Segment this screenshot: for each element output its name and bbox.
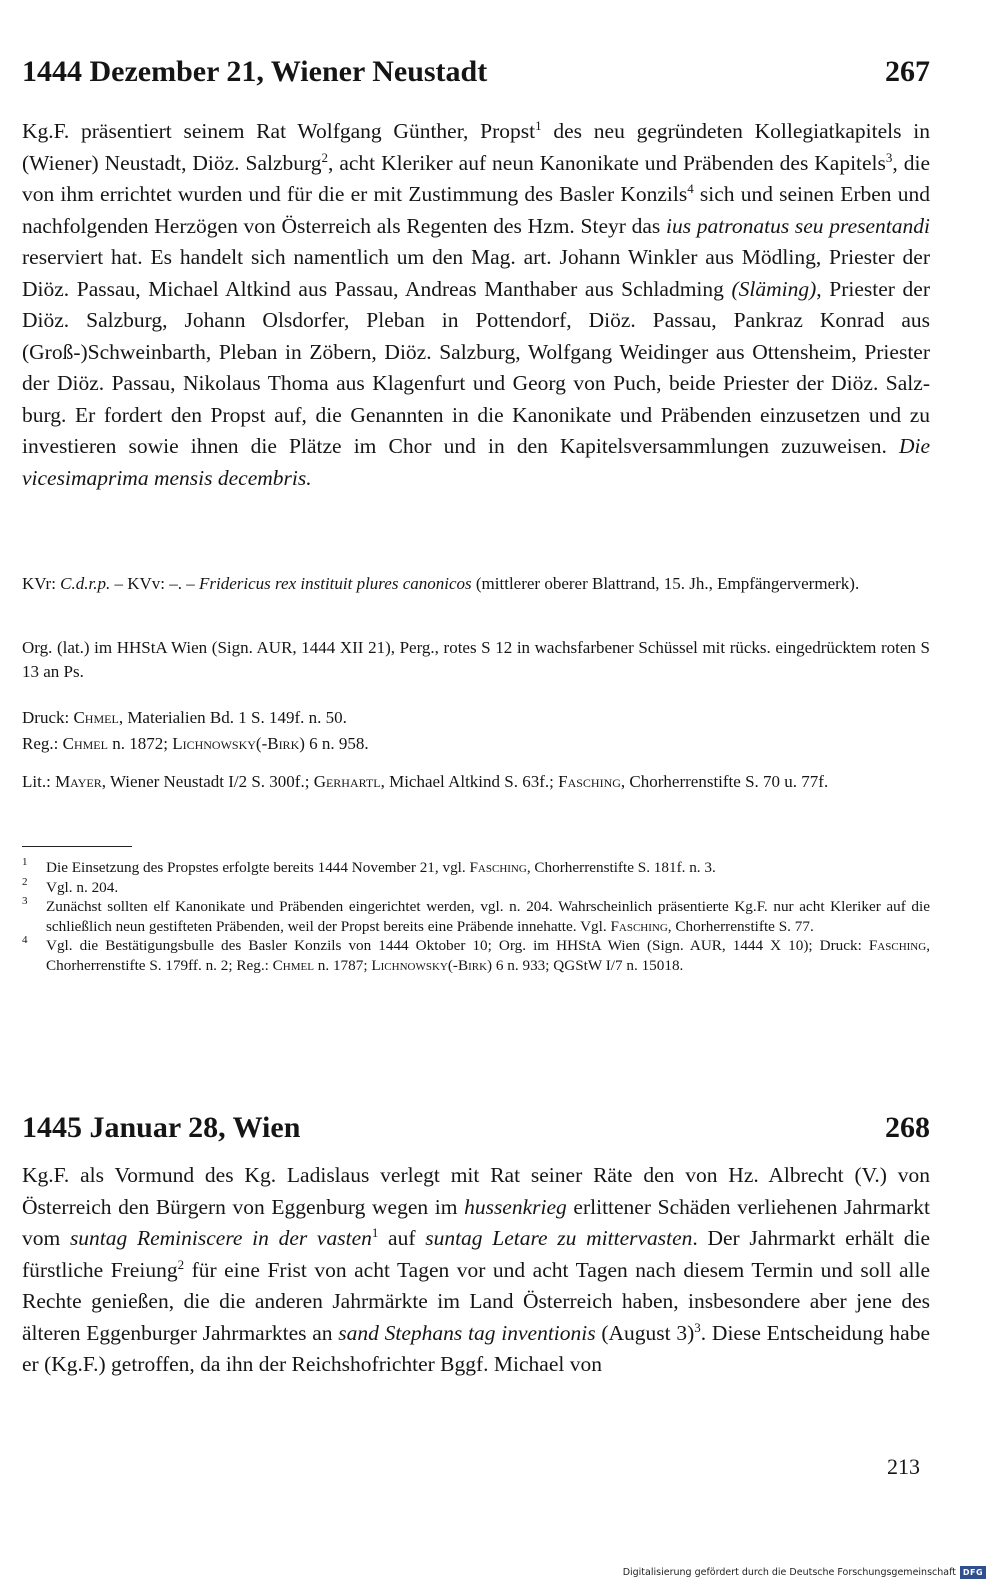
digitization-footer — [623, 1566, 986, 1579]
footnote: 3 Zunächst sollten elf Kanonikate und Präbenden eingerichtet werden, vgl. n. 204. Wahrscheinlich präsentierte Kg.F. nur acht Kleriker auf die schließlich neun gestifteten Präbenden, weil der Propst bereits eine Präbende innehatte. Vgl. Fasching, Chorherrenstifte S. 77. — [22, 897, 930, 936]
entry-date-place: 1444 Dezember 21, Wiener Neustadt — [22, 55, 488, 88]
footer-text: Digitalisierung gefördert durch die Deutsche Forschungsgemeinschaft — [622, 1567, 956, 1578]
footnotes — [22, 858, 930, 976]
print-reference: Druck: Chmel, Materialien Bd. 1 S. 149f. n. 50. — [22, 708, 347, 727]
footnote-ref: 3 — [885, 149, 893, 165]
entry-heading-268 — [22, 1110, 930, 1146]
regest-text-267: Kg.F. präsentiert seinem Rat Wolfgang Günther, Propst$^1$ des neu gegründeten Kollegiatkapitels in (Wiener) Neustadt, Diöz. Salzburg$^2$, acht Kleriker auf neun Kanonikate und Präbenden des Kapitels$^3$, die von ihm errichtet wurden und für die er mit Zustimmung des Basler Konzils$^4$ sich und seinen Erben und nachfolgenden Herzögen von Österreich als Regenten des Hzm. Steyr das ius patronatus seu presentandi reserviert hat. Es handelt sich namentlich um den Mag. art. Johann Winkler aus Mödling, Priester der Diöz. Passau, Michael Altkind aus Passau, Andreas Manthaber aus Schladming (Släming), Priester der Diöz. Salzburg, Johann Olsdorfer, Pleban in Pottendorf, Diöz. Passau, Pankraz Konrad aus (Groß-)Schweinbarth, Pleban in Zöbern, Diöz. Salzburg, Wolfgang Weidinger aus Ottensheim, Priester der Diöz. Passau, Nikolaus Thoma aus Klagenfurt und Georg von Puch, beide Priester der Diöz. Salzburg. Er fordert den Propst auf, die Genannten in die Kanonikate und Präbenden einzusetzen und zu investieren sowie ihnen die Plätze im Chor und in den Kapitelsversammlungen zuzuweisen. Die vicesimaprima mensis decembris. — [22, 117, 930, 490]
entry-number: 267 — [885, 55, 930, 88]
footnote: 2 Vgl. n. 204. — [22, 878, 930, 898]
footnote-mark: 2 — [22, 875, 28, 888]
footnote: 1 Die Einsetzung des Propstes erfolgte bereits 1444 November 21, vgl. Fasching, Chorherrenstifte S. 181f. n. 3. — [22, 858, 930, 878]
footnote-ref: 1 — [535, 117, 542, 133]
dfg-logo-icon: DFG — [960, 1566, 986, 1579]
entry-number: 268 — [885, 1111, 930, 1144]
footnote: 4 Vgl. die Bestätigungsbulle des Basler Konzils von 1444 Oktober 10; Org. im HHStA Wien (Sign. AUR, 1444 X 10); Druck: Fasching, Chorherrenstifte S. 179ff. n. 2; Reg.: Chmel n. 1787; Lichnowsky(-Birk) 6 n. 933; QGStW I/7 n. 15018. — [22, 936, 930, 975]
dorsal-notes: KVr: C.d.r.p. – KVv: –. – Fridericus rex instituit plures canonicos (mittlerer oberer Blattrand, 15. Jh., Empfängervermerk). — [22, 574, 860, 593]
footnote-ref: 2 — [177, 1256, 185, 1272]
regest-reference: Reg.: Chmel n. 1872; Lichnowsky(-Birk) 6 n. 958. — [22, 734, 369, 753]
footnote-ref: 1 — [371, 1224, 379, 1240]
footnote-mark: 4 — [22, 934, 28, 947]
regest-text-268: Kg.F. als Vormund des Kg. Ladislaus verlegt mit Rat seiner Räte den von Hz. Albrecht (V.) von Österreich den Bürgern von Eggenburg wegen im hussenkrieg erlittener Schäden verliehenen Jahrmarkt vom suntag Reminiscere in der vasten$^1$ auf suntag Letare zu mittervasten. Der Jahrmarkt erhält die fürstliche Freiung$^2$ für eine Frist von acht Tagen vor und acht Tagen nach diesem Termin und soll alle Rechte genießen, die die anderen Jahrmärkte im Land Österreich haben, insbesondere aber jene des älteren Eggenburger Jahrmarktes an sand Stephans tag inventionis (August 3)$^3$. Diese Entscheidung habe er (Kg.F.) getroffen, da ihn der Reichshofrichter Bggf. Michael von — [22, 1163, 931, 1376]
original-description: Org. (lat.) im HHStA Wien (Sign. AUR, 1444 XII 21), Perg., rotes S 12 in wachsfarbener Schüssel mit rücks. eingedrücktem roten S 13 an Ps. — [22, 638, 930, 681]
literature-reference: Lit.: Mayer, Wiener Neustadt I/2 S. 300f.; Gerhartl, Michael Altkind S. 63f.; Fasching, Chorherrenstifte S. 70 u. 77f. — [22, 772, 829, 791]
footnote-mark: 3 — [22, 895, 28, 908]
footnote-ref: 3 — [694, 1319, 701, 1335]
entry-date-place: 1445 Januar 28, Wien — [22, 1111, 301, 1144]
page-number: 213 — [887, 1454, 920, 1479]
footnote-mark: 1 — [22, 856, 28, 868]
footnote-ref: 4 — [687, 180, 694, 196]
entry-heading-267 — [22, 54, 930, 90]
footnote-ref: 2 — [321, 149, 329, 165]
footnote-divider — [22, 846, 132, 847]
